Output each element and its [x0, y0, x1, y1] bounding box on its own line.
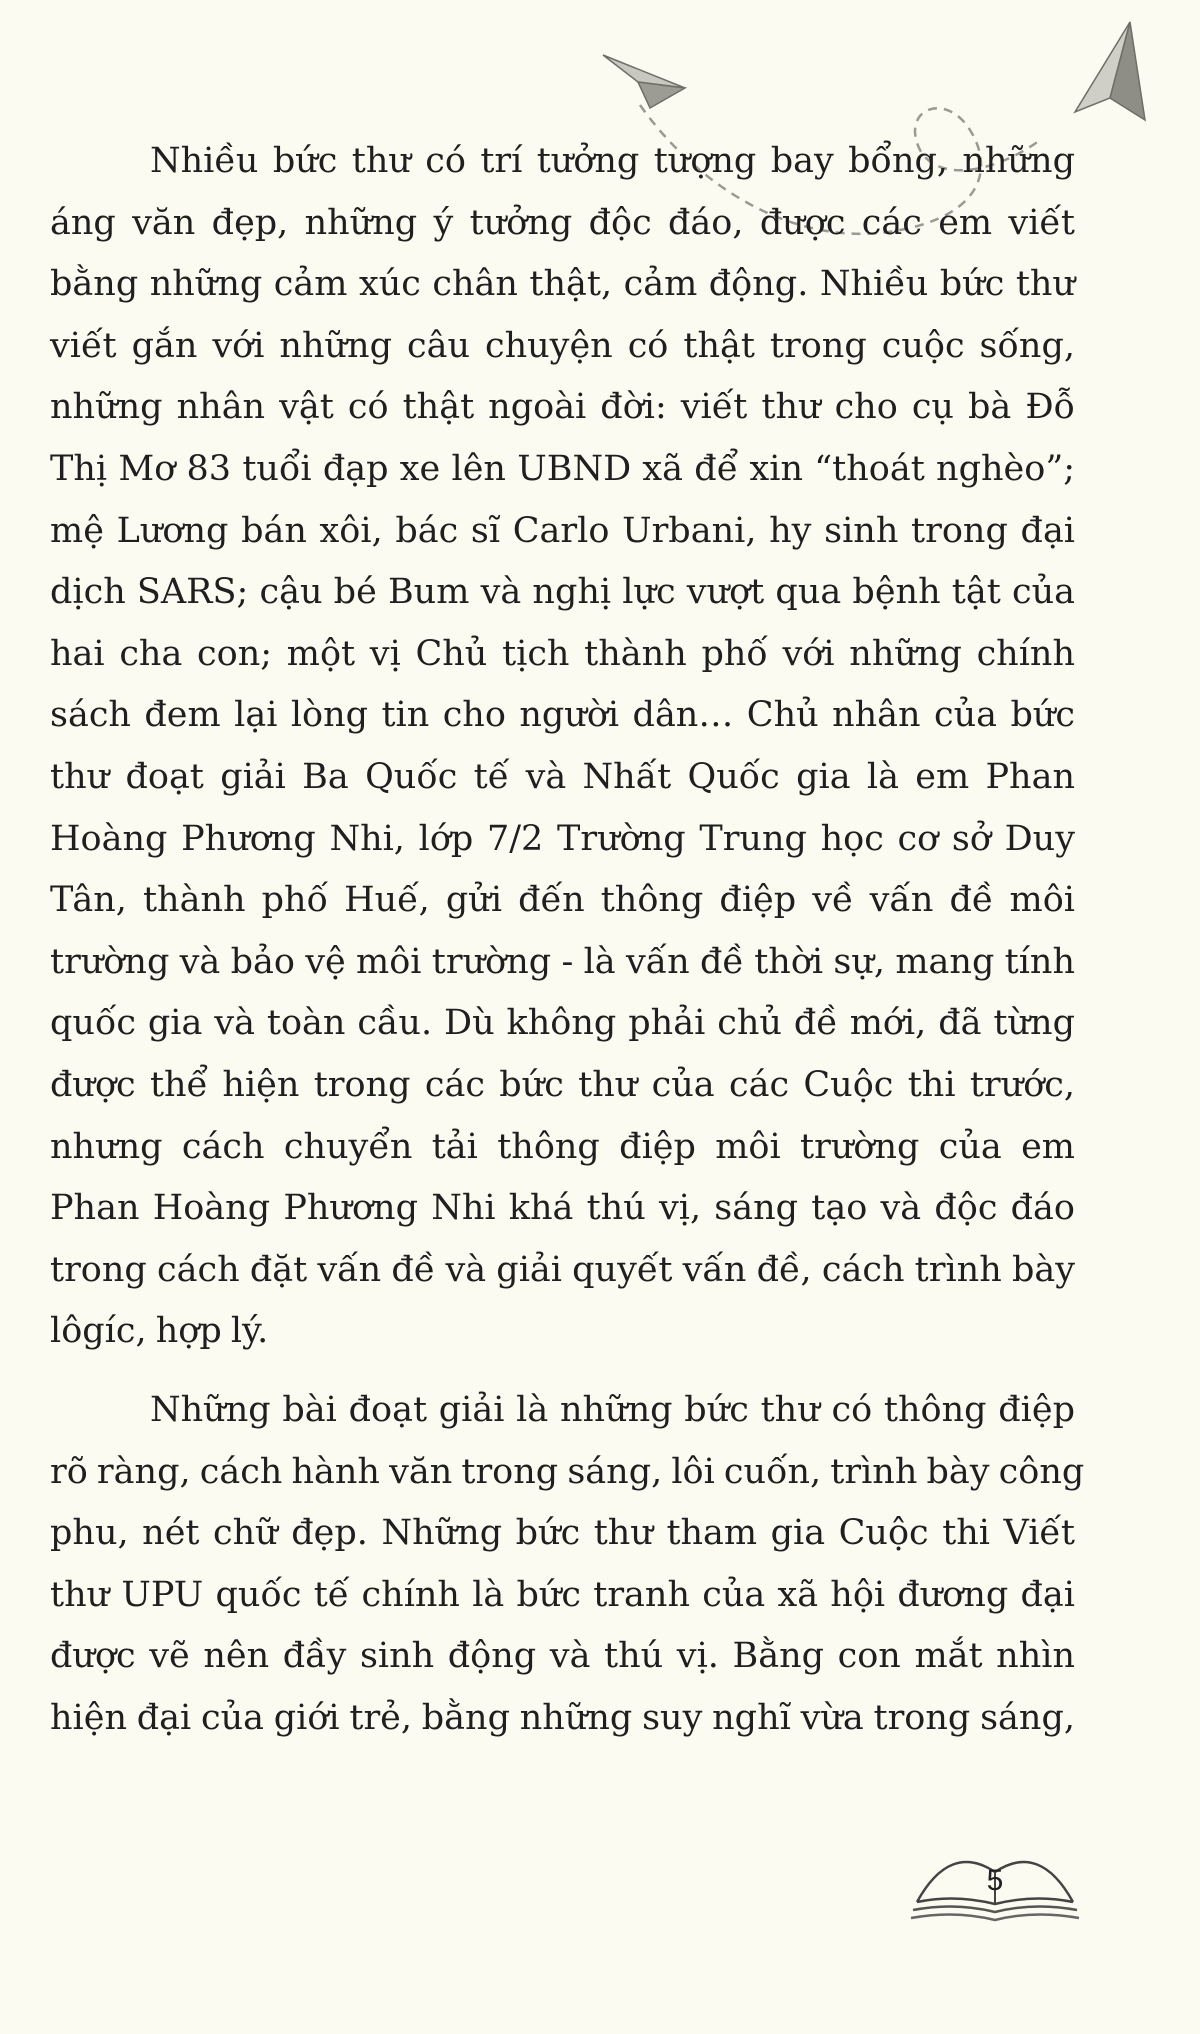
text-line: trường và bảo vệ môi trường - là vấn đề thời sự, mang tính	[50, 941, 1075, 982]
text-line: Những bài đoạt giải là những bức thư có thông điệp	[150, 1390, 1075, 1430]
text-line: hai cha con; một vị Chủ tịch thành phố với những chính	[50, 633, 1075, 674]
text-line: hiện đại của giới trẻ, bằng những suy nghĩ vừa trong sáng,	[50, 1697, 1075, 1738]
text-line: trong cách đặt vấn đề và giải quyết vấn đề, cách trình bày	[50, 1249, 1075, 1290]
text-line: Hoàng Phương Nhi, lớp 7/2 Trường Trung học cơ sở Duy	[50, 818, 1075, 859]
text-line: phu, nét chữ đẹp. Những bức thư tham gia Cuộc thi Viết	[50, 1513, 1075, 1554]
paragraph-2	[50, 1380, 1085, 1750]
text-line: dịch SARS; cậu bé Bum và nghị lực vượt qua bệnh tật của	[50, 572, 1075, 613]
text-line: bằng những cảm xúc chân thật, cảm động. Nhiều bức thư	[50, 264, 1075, 305]
page-number: 5	[986, 1864, 1004, 1897]
text-line: những nhân vật có thật ngoài đời: viết thư cho cụ bà Đỗ	[50, 387, 1075, 428]
text-line: Tân, thành phố Huế, gửi đến thông điệp về vấn đề môi	[50, 880, 1075, 921]
text-line: Thị Mơ 83 tuổi đạp xe lên UBND xã để xin “thoát nghèo”;	[50, 448, 1075, 489]
text-line: lôgíc, hợp lý.	[50, 1311, 269, 1352]
text-line: rõ ràng, cách hành văn trong sáng, lôi cuốn, trình bày công	[50, 1451, 1085, 1492]
paragraph-1	[50, 131, 1075, 1363]
text-line: được vẽ nên đầy sinh động và thú vị. Bằng con mắt nhìn	[50, 1636, 1075, 1677]
text-line: Nhiều bức thư có trí tưởng tượng bay bổng, những	[150, 141, 1075, 181]
text-line: viết gắn với những câu chuyện có thật trong cuộc sống,	[50, 325, 1075, 366]
text-line: nhưng cách chuyển tải thông điệp môi trường của em	[50, 1126, 1075, 1167]
text-line: mệ Lương bán xôi, bác sĩ Carlo Urbani, hy sinh trong đại	[50, 510, 1075, 551]
text-line: Phan Hoàng Phương Nhi khá thú vị, sáng tạo và độc đáo	[50, 1188, 1075, 1229]
text-line: thư UPU quốc tế chính là bức tranh của xã hội đương đại	[50, 1574, 1075, 1615]
text-line: áng văn đẹp, những ý tưởng độc đáo, được các em viết	[50, 202, 1075, 243]
text-line: sách đem lại lòng tin cho người dân… Chủ nhân của bức	[50, 695, 1075, 736]
text-line: quốc gia và toàn cầu. Dù không phải chủ đề mới, đã từng	[50, 1003, 1075, 1044]
text-line: được thể hiện trong các bức thư của các Cuộc thi trước,	[50, 1064, 1075, 1105]
text-line: thư đoạt giải Ba Quốc tế và Nhất Quốc gia là em Phan	[50, 756, 1075, 797]
